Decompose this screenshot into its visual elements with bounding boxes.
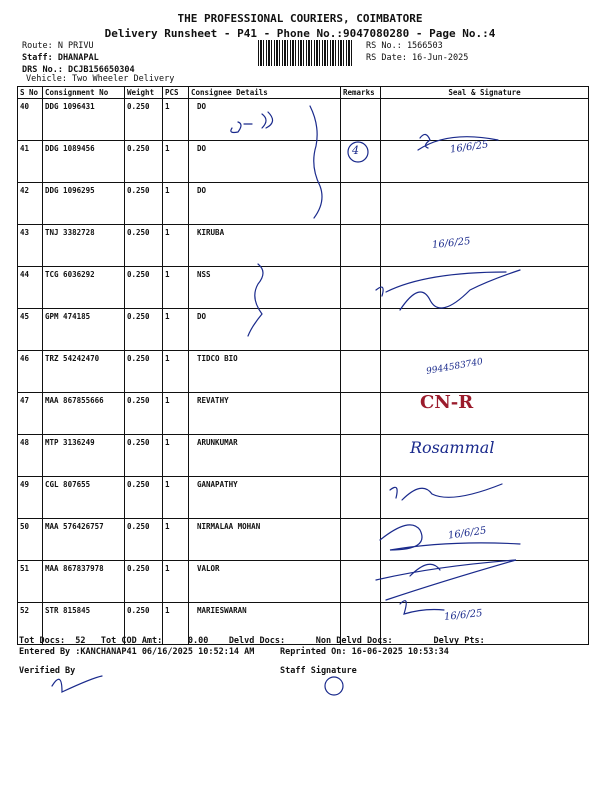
ditto-bracket-line-2 — [248, 264, 263, 336]
cell-sno: 41 — [18, 141, 43, 183]
cell-sno: 48 — [18, 435, 43, 477]
cell-weight: 0.250 — [125, 351, 163, 393]
cell-pcs: 1 — [163, 561, 189, 603]
cell-consignment: MTP 3136249 — [43, 435, 125, 477]
cell-consignee: ARUNKUMAR — [189, 435, 341, 477]
cell-pcs: 1 — [163, 603, 189, 645]
cell-consignee: DO — [189, 99, 341, 141]
cell-consignee: DO — [189, 183, 341, 225]
signature-48: Rosammal — [410, 438, 495, 457]
cell-consignee: NIRMALAA MOHAN — [189, 519, 341, 561]
header-consignee: Consignee Details — [189, 87, 341, 99]
cell-consignment: TCG 6036292 — [43, 267, 125, 309]
rs-date: RS Date: 16-Jun-2025 — [366, 53, 469, 63]
cell-pcs: 1 — [163, 393, 189, 435]
signature-date-41: 16/6/25 — [449, 139, 490, 156]
verified-by-label: Verified By — [19, 666, 76, 676]
header-remarks: Remarks — [341, 87, 381, 99]
vehicle-label: Vehicle: Two Wheeler Delivery — [26, 74, 175, 84]
cell-consignment: DDG 1096295 — [43, 183, 125, 225]
cell-pcs: 1 — [163, 267, 189, 309]
cell-pcs: 1 — [163, 477, 189, 519]
cell-weight: 0.250 — [125, 561, 163, 603]
staff-signature-mark — [325, 677, 343, 695]
cell-sno: 50 — [18, 519, 43, 561]
signature-date-50: 16/6/25 — [447, 525, 488, 542]
cell-weight: 0.250 — [125, 603, 163, 645]
cell-pcs: 1 — [163, 351, 189, 393]
ditto-mark-scribble — [231, 112, 273, 133]
header-seal-signature: Seal & Signature — [381, 87, 589, 99]
cell-consignee: DO — [189, 141, 341, 183]
cell-weight: 0.250 — [125, 225, 163, 267]
cell-consignee: DO — [189, 309, 341, 351]
cell-weight: 0.250 — [125, 99, 163, 141]
cell-consignment: DDG 1089456 — [43, 141, 125, 183]
cell-consignment: TNJ 3382728 — [43, 225, 125, 267]
cell-pcs: 1 — [163, 141, 189, 183]
cell-consignment: STR 815845 — [43, 603, 125, 645]
cell-consignment: MAA 576426757 — [43, 519, 125, 561]
cell-weight: 0.250 — [125, 183, 163, 225]
runsheet-subtitle: Delivery Runsheet - P41 - Phone No.:9047080280 - Page No.:4 — [104, 27, 496, 40]
cell-sno: 43 — [18, 225, 43, 267]
cell-consignment: DDG 1096431 — [43, 99, 125, 141]
cell-weight: 0.250 — [125, 519, 163, 561]
totals-line: Tot Docs: 52 Tot COD Amt: 0.00 Delvd Docs: Non Delvd Docs: Delvy Pts: — [19, 636, 485, 646]
signature-47: CN-R — [420, 392, 474, 413]
cell-consignment: MAA 867855666 — [43, 393, 125, 435]
cell-weight: 0.250 — [125, 435, 163, 477]
cell-consignee: VALOR — [189, 561, 341, 603]
cell-consignment: CGL 807655 — [43, 477, 125, 519]
header-weight: Weight — [125, 87, 163, 99]
cell-consignee: KIRUBA — [189, 225, 341, 267]
cell-sno: 42 — [18, 183, 43, 225]
cell-consignment: TRZ 54242470 — [43, 351, 125, 393]
cell-sno: 52 — [18, 603, 43, 645]
cell-pcs: 1 — [163, 183, 189, 225]
cell-weight: 0.250 — [125, 309, 163, 351]
signature-44-45 — [376, 270, 520, 310]
cell-weight: 0.250 — [125, 267, 163, 309]
staff-label: Staff: DHANAPAL — [22, 53, 99, 63]
cell-sno: 45 — [18, 309, 43, 351]
ditto-bracket-line — [310, 106, 322, 218]
signature-date-52: 16/6/25 — [443, 608, 484, 623]
drs-label: DRS No.: DCJB156650304 — [22, 65, 135, 75]
signature-52 — [400, 601, 444, 614]
route-label: Route: N PRIVU — [22, 41, 94, 51]
cell-sno: 49 — [18, 477, 43, 519]
header-pcs: PCS — [163, 87, 189, 99]
cell-consignee: NSS — [189, 267, 341, 309]
cell-sno: 40 — [18, 99, 43, 141]
cell-sno: 44 — [18, 267, 43, 309]
cell-consignee: REVATHY — [189, 393, 341, 435]
remark-41: 4 — [352, 144, 359, 157]
cell-consignment: GPM 474185 — [43, 309, 125, 351]
cell-pcs: 1 — [163, 519, 189, 561]
cell-weight: 0.250 — [125, 141, 163, 183]
cell-consignment: MAA 867837978 — [43, 561, 125, 603]
cell-consignee: MARIESWARAN — [189, 603, 341, 645]
cell-weight: 0.250 — [125, 477, 163, 519]
signature-46: 9944583740 — [425, 357, 484, 377]
staff-signature-label: Staff Signature — [280, 666, 357, 676]
signature-49 — [390, 484, 502, 500]
cell-pcs: 1 — [163, 435, 189, 477]
signature-date-43: 16/6/25 — [431, 236, 472, 251]
entered-by-line: Entered By :KANCHANAP41 06/16/2025 10:52:14 AM Reprinted On: 16-06-2025 10:53:34 — [19, 647, 449, 657]
cell-sno: 46 — [18, 351, 43, 393]
cell-pcs: 1 — [163, 309, 189, 351]
verified-signature — [52, 676, 102, 692]
cell-pcs: 1 — [163, 225, 189, 267]
cell-sno: 47 — [18, 393, 43, 435]
header-consignment: Consignment No — [43, 87, 125, 99]
cell-sno: 51 — [18, 561, 43, 603]
cell-consignee: TIDCO BIO — [189, 351, 341, 393]
cell-consignee: GANAPATHY — [189, 477, 341, 519]
signature-51 — [376, 560, 516, 600]
cell-weight: 0.250 — [125, 393, 163, 435]
rs-number: RS No.: 1566503 — [366, 41, 443, 51]
header-sno: S No — [18, 87, 43, 99]
cell-pcs: 1 — [163, 99, 189, 141]
company-title: THE PROFESSIONAL COURIERS, COIMBATORE — [177, 12, 423, 25]
